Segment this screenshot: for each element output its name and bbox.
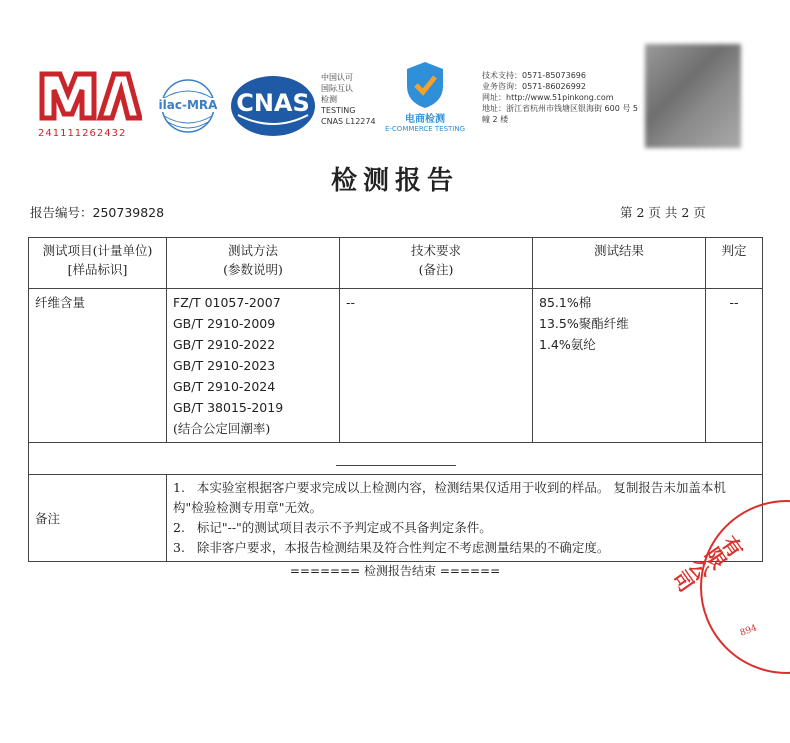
header-verdict: [706, 238, 763, 289]
header-text: (备注): [418, 262, 454, 277]
test-item: 纤维含量: [29, 289, 167, 443]
verdict: --: [706, 289, 763, 443]
contact-line: 技术支持：0571-85073696: [482, 71, 586, 80]
header-text: 判定: [721, 243, 747, 258]
result-line: 85.1%棉: [539, 295, 592, 310]
requirement: --: [340, 289, 533, 443]
test-methods: [167, 289, 340, 443]
cnas-logo: [230, 75, 316, 137]
cnas-info-line: 国际互认: [321, 84, 353, 93]
result-line: 13.5%聚酯纤维: [539, 316, 629, 331]
header-result: [533, 238, 706, 289]
contact-info: [482, 70, 642, 125]
report-number: [30, 203, 164, 221]
contact-line: 地址：浙江省杭州市钱塘区银海街 600 号 5: [482, 104, 638, 113]
cma-logo: [38, 70, 148, 140]
ecommerce-testing-logo: [380, 60, 470, 140]
remarks-label: 备注: [29, 475, 167, 562]
header-test-item: [29, 238, 167, 289]
separator-line: [336, 465, 456, 466]
cnas-info-line: CNAS L12274: [321, 117, 376, 126]
contact-line: 业务咨询：0571-86026992: [482, 82, 586, 91]
method-line: GB/T 2910-2009: [173, 316, 276, 331]
test-results: [533, 289, 706, 443]
header-text: 测试结果: [593, 243, 644, 258]
table-row: [29, 289, 763, 443]
header-text: 测试项目(计量单位): [42, 243, 153, 258]
report-number-value: 250739828: [92, 205, 165, 220]
ecommerce-label-cn: 电商检测: [405, 114, 445, 125]
cma-number: 241111262432: [38, 128, 127, 139]
method-line: GB/T 2910-2024: [173, 379, 276, 394]
header-requirement: [340, 238, 533, 289]
remarks-content: [167, 475, 763, 562]
remark-line: 2. 标记"--"的测试项目表示不予判定或不具备判定条件。: [173, 520, 492, 535]
cnas-info-line: TESTING: [321, 106, 356, 115]
header-test-method: [167, 238, 340, 289]
report-title: 检测报告: [330, 166, 459, 196]
report-end-line: ======= 检测报告结束 ======: [289, 564, 501, 578]
header-text: [样品标识]: [67, 262, 128, 277]
cnas-info: [321, 72, 376, 127]
separator-row: [29, 443, 763, 475]
method-line: GB/T 2910-2022: [173, 337, 276, 352]
method-line: FZ/T 01057-2007: [173, 295, 281, 310]
cnas-info-line: 检测: [321, 95, 337, 104]
table-header-row: [29, 238, 763, 289]
header-text: 测试方法: [227, 243, 278, 258]
results-table: [28, 237, 763, 562]
ilac-label: ilac-MRA: [152, 98, 224, 112]
cnas-info-line: 中国认可: [321, 73, 353, 82]
report-number-label: 报告编号：: [30, 205, 93, 220]
contact-line: 幢 2 楼: [482, 115, 509, 124]
blurred-qr-code: [645, 44, 741, 148]
contact-line: 网址：http://www.51pinkong.com: [482, 93, 614, 102]
stamp-text: 有限公司: [667, 529, 747, 596]
ilac-mra-logo: [152, 76, 224, 136]
remark-line: 1. 本实验室根据客户要求完成以上检测内容，检测结果仅适用于收到的样品。 复制报告未加盖本机构"检验检测专用章"无效。: [173, 480, 726, 515]
result-line: 1.4%氨纶: [539, 337, 596, 352]
cnas-label: CNAS: [236, 89, 310, 117]
header-text: 技术要求: [410, 243, 461, 258]
remarks-row: [29, 475, 763, 562]
remark-line: 3. 除非客户要求，本报告检测结果及符合性判定不考虑测量结果的不确定度。: [173, 540, 610, 555]
page-info: 第 2 页 共 2 页: [620, 205, 706, 220]
separator-cell: [29, 443, 763, 475]
ecommerce-label-en: E-COMMERCE TESTING: [384, 125, 466, 133]
method-line: GB/T 38015-2019: [173, 400, 284, 415]
stamp-number: 894: [738, 623, 759, 639]
header-text: (参数说明): [223, 262, 283, 277]
method-line: (结合公定回潮率): [173, 421, 271, 436]
method-line: GB/T 2910-2023: [173, 358, 276, 373]
